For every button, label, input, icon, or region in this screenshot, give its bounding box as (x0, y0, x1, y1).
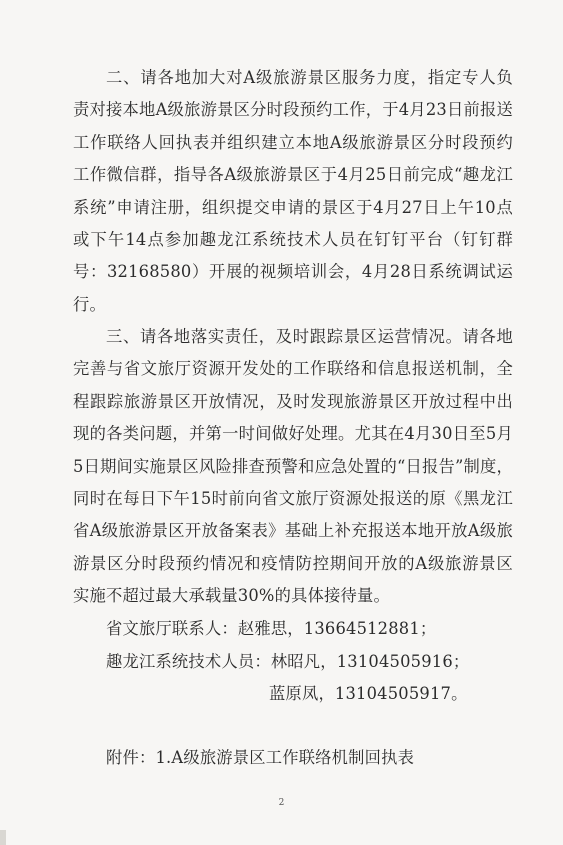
page-number: 2 (278, 798, 285, 808)
attachment-line: 附件：1.A级旅游景区工作联络机制回执表 (106, 748, 415, 767)
contact-line-tech-staff: 趣龙江系统技术人员：林昭凡，13104505916； (106, 652, 470, 671)
contact-line-tech-staff-2: 蓝原凤，13104505917。 (269, 684, 468, 703)
scan-edge-mark (0, 830, 6, 845)
paragraph-service-strength: 二、请各地加大对A级旅游景区服务力度，指定专人负责对接本地A级旅游景区分时段预约工作，于4月23日前报送工作联络人回执表并组织建立本地A级旅游景区分时段预约工作微信群，指导各A级旅游景区于4月25日前完成“趣龙江系统”申请注册，组织提交申请的景区于4月27日上午10点或下午14点参加趣龙江系统技术人员在钉钉平台（钉钉群号：32168580）开展的视频培训会，4月28日系统调试运行。 (73, 68, 513, 314)
paragraph-responsibility: 三、请各地落实责任，及时跟踪景区运营情况。请各地完善与省文旅厅资源开发处的工作联络和信息报送机制，全程跟踪旅游景区开放情况，及时发现旅游景区开放过程中出现的各类问题，并第一时间做好处理。尤其在4月30日至5月5日期间实施景区风险排查预警和应急处置的“日报告”制度，同时在每日下午15时前向省文旅厅资源处报送的原《黑龙江省A级旅游景区开放备案表》基础上补充报送本地开放A级旅游景区分时段预约情况和疫情防控期间开放的A级旅游景区实施不超过最大承载量30%的具体接待量。 (73, 327, 513, 606)
contact-line-tourism-dept: 省文旅厅联系人：赵雅思，13664512881； (106, 619, 437, 638)
